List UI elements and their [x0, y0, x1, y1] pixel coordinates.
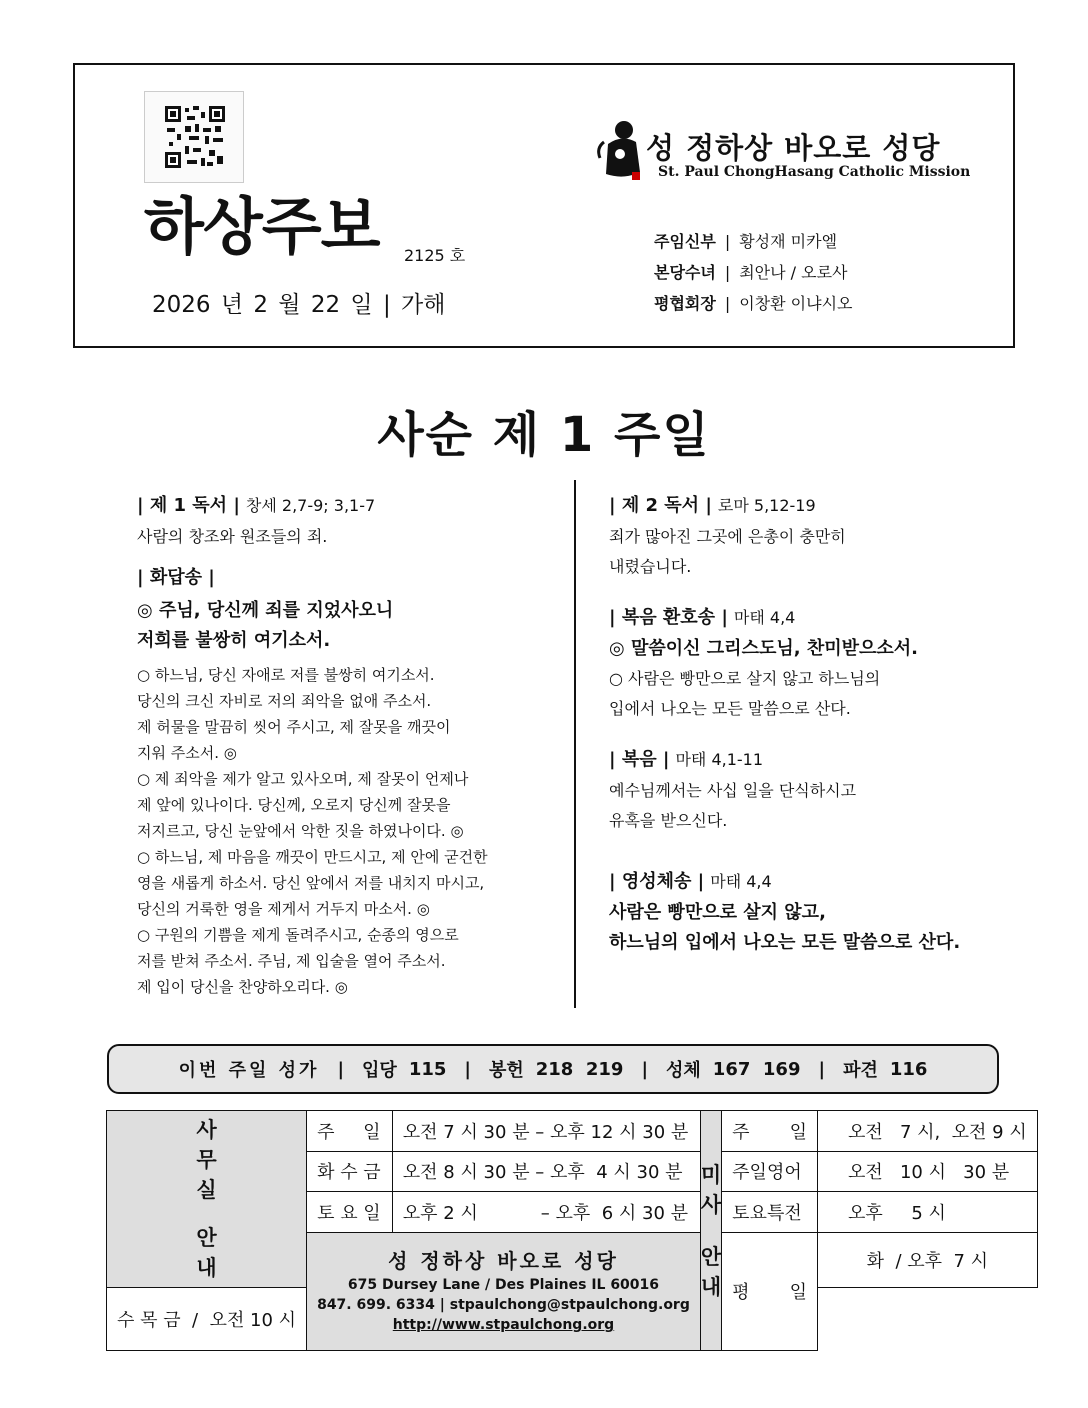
office-hours: 오전 8 시 30 분 – 오후 4 시 30 분 [392, 1151, 700, 1192]
communion-heading [609, 870, 1019, 894]
hymn-entrance: 115 [408, 1058, 447, 1080]
gospel-heading [609, 748, 1019, 772]
staff-row-council-president: 평협회장 | 이창환 이냐시오 [654, 294, 853, 313]
mass-day: 주일영어 [722, 1151, 818, 1192]
staff-name: 최안나 / 오로사 [739, 263, 848, 282]
communion-text-line: 사람은 빵만으로 살지 않고, [609, 902, 826, 923]
gospel-label: | 복음 | [609, 749, 670, 770]
psalm-verse-line: ○ 하느님, 당신 자애로 저를 불쌍히 여기소서. [137, 666, 435, 684]
communion-label: | 영성체송 | [609, 871, 705, 892]
acclamation-heading [609, 606, 1019, 630]
hymn-communion-label: 성체 [666, 1060, 701, 1081]
hymn-offertory: 218 219 [535, 1058, 624, 1080]
parish-name-english: St. Paul ChongHasang Catholic Mission [658, 164, 971, 180]
psalm-verse-line: 지워 주소서. ◎ [137, 744, 237, 762]
mass-time: 오후 5 시 [818, 1192, 1038, 1233]
psalm-verse-line: ○ 제 죄악을 제가 알고 있사오며, 제 잘못이 언제나 [137, 770, 469, 788]
column-divider [574, 480, 576, 1008]
psalm-verse-line: 저지르고, 당신 눈앞에서 악한 짓을 하였나이다. ◎ [137, 822, 464, 840]
communion-ref: 마태 4,4 [710, 872, 772, 891]
info-table [106, 1110, 1038, 1351]
hymn-offertory-label: 봉헌 [488, 1060, 524, 1081]
reading1-text: 사람의 창조와 원조들의 죄. [137, 527, 328, 546]
address-street: 675 Dursey Lane / Des Plaines IL 60016 [347, 1277, 660, 1294]
office-day: 주 일 [307, 1111, 393, 1152]
mass-time: 오전 7 시, 오전 9 시 [818, 1111, 1038, 1152]
psalm-verse-line: ○ 구원의 기쁨을 제게 돌려주시고, 순종의 영으로 [137, 926, 459, 944]
weekday-time: 화 / 오후 7 시 [818, 1232, 1038, 1288]
saint-logo-icon [594, 118, 644, 184]
weekday-time: 수 목 금 / 오전 10 시 [107, 1288, 307, 1351]
gospel-text-line: 예수님께서는 사십 일을 단식하시고 [609, 781, 857, 800]
acclamation-label: | 복음 환호송 | [609, 607, 728, 628]
acclamation-verse-line: ○ 사람은 빵만으로 살지 않고 하느님의 [609, 669, 881, 688]
staff-name: 황성재 미카엘 [739, 232, 838, 251]
weekday-label: 평 일 [722, 1232, 818, 1351]
psalm-verse-line: 제 앞에 있나이다. 당신께, 오로지 당신께 잘못을 [137, 796, 451, 814]
reading2-text-line: 죄가 많아진 그곳에 은총이 충만히 [609, 527, 846, 546]
hymn-recessional-label: 파견 [843, 1060, 878, 1081]
staff-role: 본당수녀 [654, 263, 716, 282]
psalm-verse-line: ○ 하느님, 제 마음을 깨끗이 만드시고, 제 안에 굳건한 [137, 848, 488, 866]
reading1-ref: 창세 2,7-9; 3,1-7 [245, 496, 376, 515]
staff-role: 평협회장 [654, 294, 716, 313]
psalm-refrain-line: ◎ 주님, 당신께 죄를 지었사오니 [137, 600, 394, 621]
office-hours: 오전 7 시 30 분 – 오후 12 시 30 분 [392, 1111, 700, 1152]
communion-text-line: 하느님의 입에서 나오는 모든 말씀으로 산다. [609, 932, 961, 953]
psalm-label: | 화답송 | [137, 567, 215, 588]
qr-code[interactable] [144, 91, 244, 183]
reading2-ref: 로마 5,12-19 [717, 496, 816, 515]
psalm-verse-line: 저를 받쳐 주소서. 주님, 제 입술을 열어 주소서. [137, 952, 446, 970]
reading2-heading [609, 494, 1019, 518]
staff-role: 주임신부 [654, 232, 716, 251]
office-day: 화 수 금 [307, 1151, 393, 1192]
reading2-label: | 제 2 독서 | [609, 495, 712, 516]
gospel-ref: 마태 4,1-11 [675, 750, 764, 769]
psalm-verse-line: 제 허물을 말끔히 씻어 주시고, 제 잘못을 깨끗이 [137, 718, 451, 736]
hymn-bar: 이번 주일 성가 | 입당 115 | 봉헌 218 219 | 성체 167 169 | 파견 116 [107, 1044, 999, 1094]
psalm-verse-line: 영을 새롭게 하소서. 당신 앞에서 저를 내치지 마시고, [137, 874, 485, 892]
mass-day: 주 일 [722, 1111, 818, 1152]
office-day: 토 요 일 [307, 1192, 393, 1233]
mass-day: 토요특전 [722, 1192, 818, 1233]
parish-name-korean: 성 정하상 바오로 성당 [646, 131, 941, 165]
staff-list [654, 229, 853, 322]
acclamation-ref: 마태 4,4 [733, 608, 796, 627]
qr-code-icon [165, 106, 225, 168]
hymn-entrance-label: 입당 [362, 1060, 397, 1081]
psalm-verse-line: 당신의 거룩한 영을 제게서 거두지 마소서. ◎ [137, 900, 430, 918]
address-contact[interactable]: 847. 699. 6334 | stpaulchong@stpaulchong.org [317, 1297, 690, 1314]
issue-number: 2125 호 [404, 246, 466, 265]
psalm-refrain-line: 저희를 불쌍히 여기소서. [137, 630, 331, 651]
reading1-heading [137, 494, 567, 518]
acclamation-refrain: ◎ 말씀이신 그리스도님, 찬미받으소서. [609, 638, 919, 659]
bulletin-title: 하상주보 [144, 190, 380, 263]
website-link[interactable]: http://www.stpaulchong.org [392, 1317, 615, 1334]
office-heading: 사 무 실 안 내 [107, 1111, 307, 1288]
hymn-recessional: 116 [889, 1058, 928, 1080]
psalm-verse-line: 제 입이 당신을 찬양하오리다. ◎ [137, 978, 348, 996]
reading2-text-line: 내렸습니다. [609, 557, 692, 576]
staff-row-pastor: 주임신부 | 황성재 미카엘 [654, 232, 838, 251]
hymn-title: 이번 주일 성가 [178, 1060, 320, 1081]
mass-time: 오전 10 시 30 분 [818, 1151, 1038, 1192]
reading1-label: | 제 1 독서 | [137, 495, 240, 516]
left-column [137, 494, 567, 1000]
staff-name: 이창환 이냐시오 [739, 294, 853, 313]
mass-heading: 미 사 안 내 [700, 1111, 721, 1351]
acclamation-verse-line: 입에서 나오는 모든 말씀으로 산다. [609, 699, 851, 718]
parish-address-block [307, 1232, 701, 1351]
staff-row-sisters: 본당수녀 | 최안나 / 오로사 [654, 263, 848, 282]
main-title: 사순 제 1 주일 [377, 407, 711, 463]
hymn-communion: 167 169 [712, 1058, 801, 1080]
office-hours: 오후 2 시 – 오후 6 시 30 분 [392, 1192, 700, 1233]
gospel-text-line: 유혹을 받으신다. [609, 811, 728, 830]
date-line: 2026 년 2 월 22 일 | 가해 [152, 292, 446, 318]
address-parish-name: 성 정하상 바오로 성당 [388, 1249, 619, 1274]
psalm-verse-line: 당신의 크신 자비로 저의 죄악을 없애 주소서. [137, 692, 432, 710]
right-column [609, 494, 1019, 958]
